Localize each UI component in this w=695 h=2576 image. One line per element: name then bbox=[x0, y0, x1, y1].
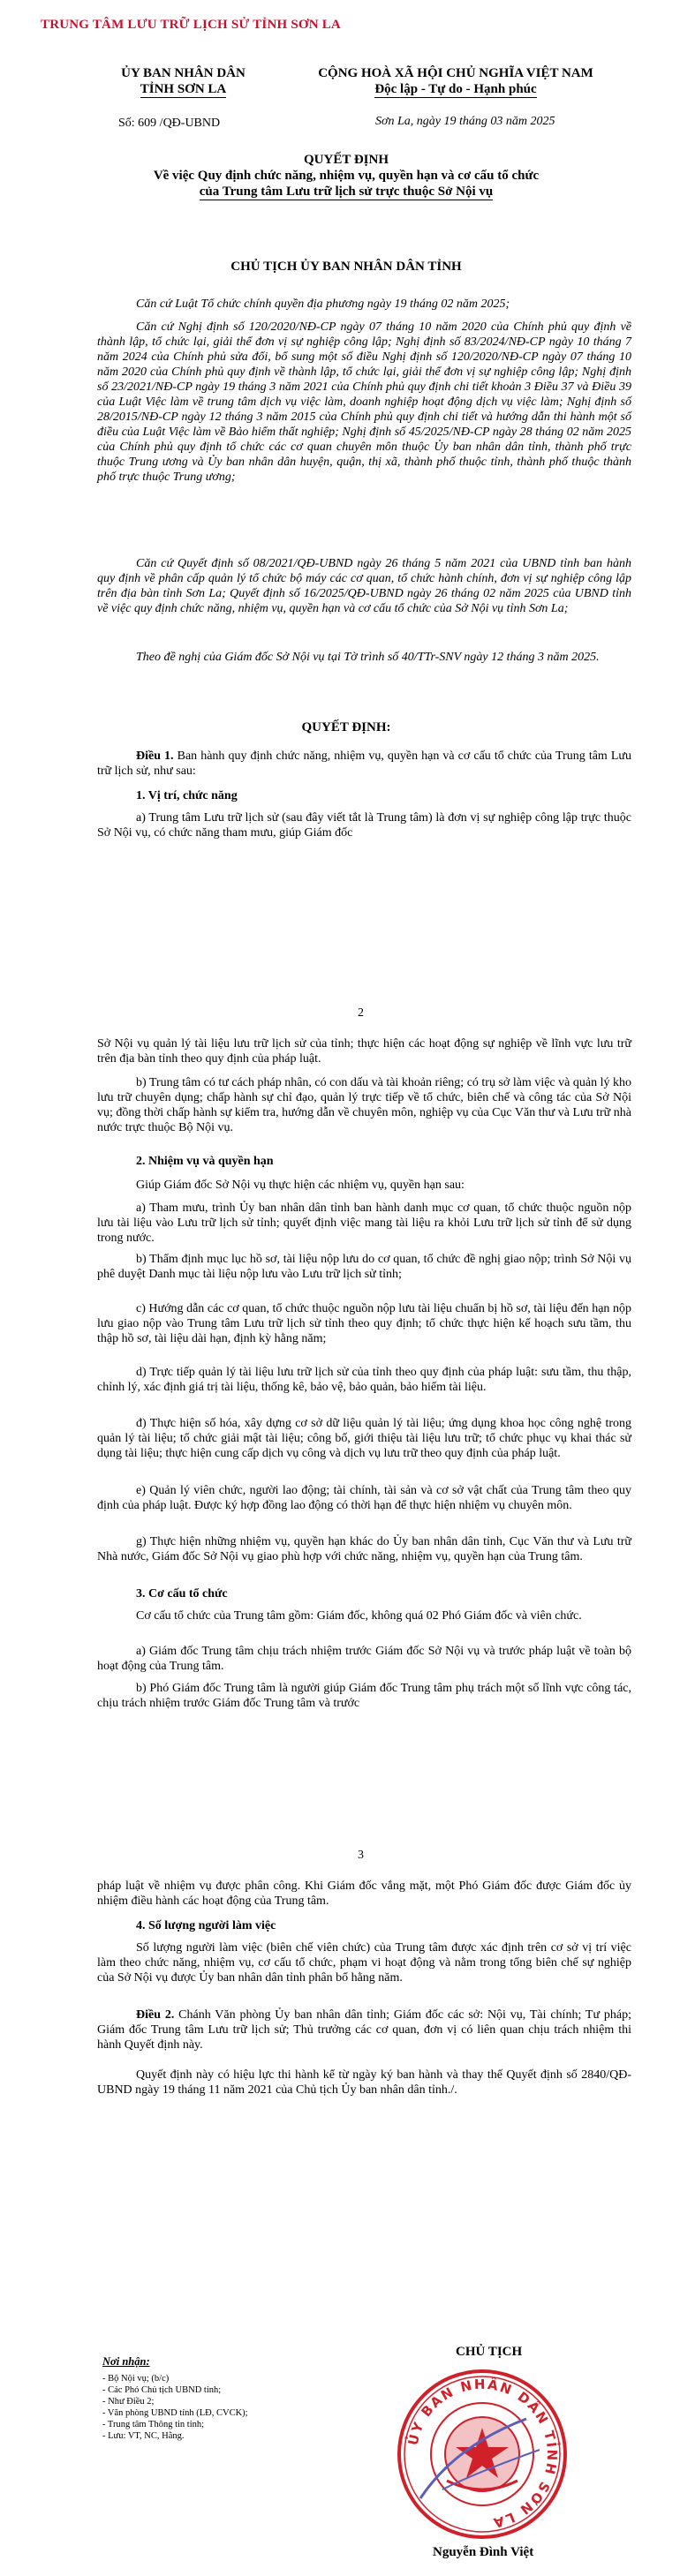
article-1-text: Ban hành quy định chức năng, nhiệm vụ, quyền hạn và cơ cấu tổ chức của Trung tâm Lưu trữ lịch sử, như sau: bbox=[97, 749, 632, 778]
issuing-authority: CHỦ TỊCH ỦY BAN NHÂN DÂN TỈNH bbox=[230, 260, 462, 274]
recipients-title: Nơi nhận: bbox=[102, 2355, 150, 2368]
place-date: Sơn La, ngày 19 tháng 03 năm 2025 bbox=[375, 115, 555, 128]
issuing-organization bbox=[115, 65, 252, 98]
page-number: 2 bbox=[358, 1006, 364, 1020]
section-3-item-b-part-1: b) Phó Giám đốc Trung tâm là người giúp Giám đốc Trung tâm phụ trách một số lĩnh vực công tác, chịu trách nhiệm trước Giám đốc Trung tâm và trước bbox=[97, 1682, 631, 1710]
nation-motto: Độc lập - Tự do - Hạnh phúc bbox=[374, 82, 537, 96]
preamble-4: Theo đề nghị của Giám đốc Sở Nội vụ tại Tờ trình số 40/TTr-SNV ngày 12 tháng 3 năm 2025. bbox=[136, 651, 600, 664]
section-2-item-a: a) Tham mưu, trình Ủy ban nhân dân tỉnh ban hành danh mục cơ quan, tổ chức thuộc nguồn nộp lưu tài liệu vào Lưu trữ lịch sử tỉnh; quyết định việc mang tài liệu ra khỏi Lưu trữ lịch sử tỉnh để sử dụng trong nước. bbox=[97, 1201, 631, 1245]
article-2-text: Chánh Văn phòng Ủy ban nhân dân tỉnh; Giám đốc các sở: Nội vụ, Tài chính; Tư pháp; Giám đốc Trung tâm Lưu trữ lịch sử; Thủ trưởng các cơ quan, đơn vị có liên quan chịu trách nhiệm thi hành Quyết định này. bbox=[97, 2008, 631, 2052]
article-1-label: Điều 1. bbox=[136, 749, 174, 763]
decide-heading: QUYẾT ĐỊNH: bbox=[301, 720, 391, 734]
section-1-item-b: b) Trung tâm có tư cách pháp nhân, có con dấu và tài khoản riêng; có trụ sở làm việc và quản lý kho lưu trữ chuyên dụng; chấp hành sự chỉ đạo, quản lý trực tiếp về tổ chức, biên chế và công tác của Sở Nội vụ; đồng thời chấp hành sự kiểm tra, hướng dẫn về chuyên môn, nghiệp vụ của Cục Văn thư và Lưu trữ nhà nước trực thuộc Bộ Nội vụ. bbox=[97, 1076, 631, 1134]
title-sub-1: Về việc Quy định chức năng, nhiệm vụ, quyền hạn và cơ cấu tổ chức bbox=[153, 169, 540, 183]
signer-name: Nguyễn Đình Việt bbox=[433, 2545, 534, 2559]
section-1-heading: 1. Vị trí, chức năng bbox=[136, 789, 238, 802]
section-4-text: Số lượng người làm việc (biên chế viên chức) của Trung tâm được xác định trên cơ sở vị trí việc làm theo chức năng, nhiệm vụ, cơ cấu tổ chức, phạm vi hoạt động và nằm trong tổng biên chế sự nghiệp của Sở Nội vụ được Ủy ban nhân dân tỉnh phân bổ hằng năm. bbox=[97, 1941, 631, 1985]
section-2-item-b: b) Thẩm định mục lục hồ sơ, tài liệu nộp lưu do cơ quan, tổ chức đề nghị giao nộp; trình Sở Nội vụ phê duyệt Danh mục tài liệu nộp lưu vào Lưu trữ lịch sử tỉnh; bbox=[97, 1253, 631, 1281]
section-3-heading: 3. Cơ cấu tổ chức bbox=[136, 1587, 228, 1601]
article-2 bbox=[97, 2007, 631, 2053]
article-2-label: Điều 2. bbox=[136, 2008, 175, 2022]
official-seal-icon bbox=[394, 2366, 570, 2542]
page-number: 3 bbox=[358, 1849, 364, 1862]
nation-name: CỘNG HOÀ XÃ HỘI CHỦ NGHĨA VIỆT NAM bbox=[318, 66, 593, 80]
section-3-item-b-part-2: pháp luật về nhiệm vụ được phân công. Khi Giám đốc vắng mặt, một Phó Giám đốc được Giám đốc ủy nhiệm điều hành các hoạt động của Trung tâm. bbox=[97, 1879, 631, 1908]
section-3-item-a: a) Giám đốc Trung tâm chịu trách nhiệm trước Giám đốc Sở Nội vụ và trước pháp luật về toàn bộ hoạt động của Trung tâm. bbox=[97, 1645, 631, 1673]
title-main: QUYẾT ĐỊNH bbox=[304, 153, 389, 167]
document-title bbox=[53, 152, 639, 200]
preamble-2: Căn cứ Nghị định số 120/2020/NĐ-CP ngày 07 tháng 10 năm 2020 của Chính phủ quy định về thành lập, tổ chức lại, giải thể đơn vị sự nghiệp công lập; Nghị định số 83/2024/NĐ-CP ngày 10 tháng 7 năm 2024 của Chính phủ sửa đổi, bổ sung một số điều Nghị định số 120/2020/NĐ-CP ngày 07 tháng 10 năm 2020 của Chính phủ quy định về thành lập, tổ chức lại, giải thể đơn vị sự nghiệp công lập; Nghị định số 23/2021/NĐ-CP ngày 19 tháng 3 năm 2021 của Chính phủ quy định chi tiết khoản 3 Điều 37 và Điều 39 của Luật Việc làm về trung tâm dịch vụ việc làm, doanh nghiệp hoạt động dịch vụ việc làm; Nghị định số 28/2015/NĐ-CP ngày 12 tháng 3 năm 2015 của Chính phủ quy định chi tiết và hướng dẫn thi hành một số điều của Luật Việc làm về Bảo hiểm thất nghiệp; Nghị định số 45/2025/NĐ-CP ngày 28 tháng 02 năm 2025 của Chính phủ quy định tổ chức các cơ quan chuyên môn thuộc Ủy ban nhân dân tỉnh, thành phố trực thuộc Trung ương và Ủy ban nhân dân huyện, quận, thị xã, thành phố thuộc tỉnh, thành phố thuộc thành phố trực thuộc Trung ương; bbox=[97, 320, 631, 484]
section-4-heading: 4. Số lượng người làm việc bbox=[136, 1919, 276, 1932]
recipient-item: - Như Điều 2; bbox=[102, 2397, 155, 2407]
section-2-item-g: g) Thực hiện những nhiệm vụ, quyền hạn khác do Ủy ban nhân dân tỉnh, Cục Văn thư và Lưu trữ Nhà nước, Giám đốc Sở Nội vụ giao phù hợp với chức năng, nhiệm vụ, quyền hạn của Trung tâm. bbox=[97, 1535, 631, 1563]
article-1 bbox=[97, 749, 631, 779]
archive-banner: TRUNG TÂM LƯU TRỮ LỊCH SỬ TỈNH SƠN LA bbox=[41, 18, 341, 32]
recipient-item: - Lưu: VT, NC, Hằng. bbox=[102, 2431, 185, 2441]
national-motto bbox=[283, 65, 629, 98]
section-2-item-e: e) Quản lý viên chức, người lao động; tài chính, tài sản và cơ sở vật chất của Trung tâm theo quy định của pháp luật. Được ký hợp đồng lao động có thời hạn để thực hiện nhiệm vụ chuyên môn. bbox=[97, 1484, 631, 1512]
recipients-list bbox=[102, 2373, 248, 2442]
section-3-intro: Cơ cấu tổ chức của Trung tâm gồm: Giám đốc, không quá 02 Phó Giám đốc và viên chức. bbox=[136, 1609, 582, 1623]
section-2-heading: 2. Nhiệm vụ và quyền hạn bbox=[136, 1155, 274, 1168]
preamble-1: Căn cứ Luật Tổ chức chính quyền địa phương ngày 19 tháng 02 năm 2025; bbox=[136, 298, 510, 311]
recipient-item: - Các Phó Chủ tịch UBND tỉnh; bbox=[102, 2385, 222, 2395]
signer-title: CHỦ TỊCH bbox=[456, 2345, 523, 2359]
section-2-item-c: c) Hướng dẫn các cơ quan, tổ chức thuộc nguồn nộp lưu tài liệu chuẩn bị hồ sơ, tài liệu đến hạn nộp lưu giao nộp vào Trung tâm Lưu trữ lịch sử tỉnh theo quy định; tổ chức thực hiện kế hoạch sưu tầm, thu thập hồ sơ, tài liệu dài hạn, định kỳ hằng năm; bbox=[97, 1302, 631, 1345]
recipient-item: - Bộ Nội vụ; (b/c) bbox=[102, 2374, 170, 2384]
preamble-3: Căn cứ Quyết định số 08/2021/QĐ-UBND ngày 26 tháng 5 năm 2021 của UBND tỉnh ban hành quy định về phân cấp quản lý tổ chức bộ máy các cơ quan, tổ chức hành chính, đơn vị sự nghiệp công lập trên địa bàn tỉnh Sơn La; Quyết định số 16/2025/QĐ-UBND ngày 26 tháng 02 năm 2025 của UBND tỉnh về việc quy định chức năng, nhiệm vụ, quyền hạn và cơ cấu tổ chức của Sở Nội vụ tỉnh Sơn La; bbox=[97, 557, 631, 615]
recipient-item: - Văn phòng UBND tỉnh (LĐ, CVCK); bbox=[102, 2408, 248, 2418]
effectiveness-clause: Quyết định này có hiệu lực thi hành kể từ ngày ký ban hành và thay thế Quyết định số 2840/QĐ-UBND ngày 19 tháng 11 năm 2021 của Chủ tịch Ủy ban nhân dân tỉnh./. bbox=[97, 2068, 631, 2097]
section-2-item-dd: đ) Thực hiện số hóa, xây dựng cơ sở dữ liệu quản lý tài liệu; ứng dụng khoa học công nghệ trong quản lý tài liệu; tổ chức giải mật tài liệu; công bố, giới thiệu tài liệu lưu trữ; tổ chức phục vụ khai thác sử dụng tài liệu; thực hiện cung cấp dịch vụ công và dịch vụ lưu trữ theo quy định của pháp luật. bbox=[97, 1417, 631, 1460]
section-2-item-d: d) Trực tiếp quản lý tài liệu lưu trữ lịch sử của tỉnh theo quy định của pháp luật: sưu tầm, thu thập, chỉnh lý, xác định giá trị tài liệu, thống kê, bảo vệ, bảo quản, bảo hiểm tài liệu. bbox=[97, 1366, 631, 1394]
title-sub-2: của Trung tâm Lưu trữ lịch sử trực thuộc Sở Nội vụ bbox=[199, 185, 494, 199]
seal-text: ỦY BAN NHÂN DÂN TỈNH SƠN LA bbox=[404, 2376, 561, 2532]
section-1-item-a-part-2: Sở Nội vụ quản lý tài liệu lưu trữ lịch sử của tỉnh; thực hiện các hoạt động sự nghiệp về lĩnh vực lưu trữ trên địa bàn tỉnh theo quy định của pháp luật. bbox=[97, 1037, 631, 1066]
document-number: Số: 609 /QĐ-UBND bbox=[118, 117, 221, 130]
org-line-1: ỦY BAN NHÂN DÂN bbox=[121, 66, 246, 80]
section-1-item-a-part-1: a) Trung tâm Lưu trữ lịch sử (sau đây viết tắt là Trung tâm) là đơn vị sự nghiệp công lập trực thuộc Sở Nội vụ, có chức năng tham mưu, giúp Giám đốc bbox=[97, 811, 631, 840]
section-2-intro: Giúp Giám đốc Sở Nội vụ thực hiện các nhiệm vụ, quyền hạn sau: bbox=[136, 1179, 465, 1192]
org-line-2: TỈNH SƠN LA bbox=[140, 82, 227, 96]
recipient-item: - Trung tâm Thông tin tỉnh; bbox=[102, 2420, 205, 2429]
